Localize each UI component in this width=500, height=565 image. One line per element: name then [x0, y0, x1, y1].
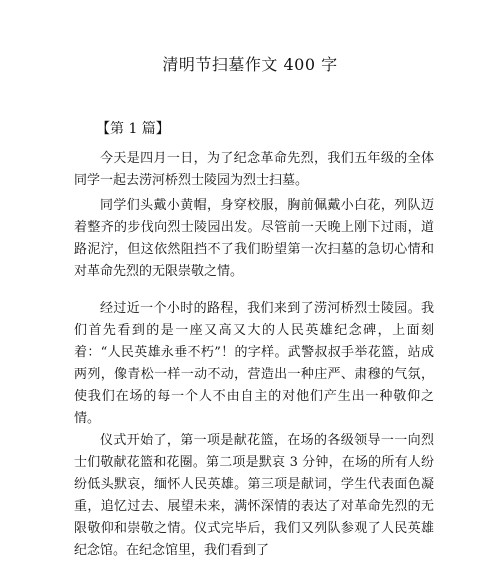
paragraph-3: 经过近一个小时的路程，我们来到了涝河桥烈士陵园。我们首先看到的是一座又高又大的人民英雄纪念碑，上面刻着：“人民英雄永垂不朽”！的字样。武警叔叔手举花篮，站成两列，像青松一样一动不动，营造出一种庄严、肃穆的气氛，使我们在场的每一个人不由自主的对他们产生出一种敬仰之情。 [74, 301, 434, 426]
document-title: 清明节扫墓作文 400 字 [162, 55, 338, 74]
section-heading: 【第 1 篇】 [96, 121, 170, 137]
paragraph-2: 同学们头戴小黄帽，身穿校服，胸前佩戴小白花，列队迈着整齐的步伐向烈士陵园出发。尽管前一天晚上刚下过雨，道路泥泞，但这依然阻挡不了我们盼望第一次扫墓的急切心情和对革命先烈的无限崇敬之情。 [74, 198, 434, 279]
paragraph-1: 今天是四月一日，为了纪念革命先烈，我们五年级的全体同学一起去涝河桥烈士陵园为烈士扫墓。 [74, 151, 434, 188]
paragraph-4: 仪式开始了，第一项是献花篮，在场的各级领导一一向烈士们敬献花篮和花圈。第二项是默哀 3 分钟，在场的所有人纷纷低头默哀，缅怀人民英雄。第三项是献词，学生代表面色凝重，追忆过去、展望未来，满怀深情的表达了对革命先烈的无限敬仰和崇敬之情。仪式完毕后，我们又列队参观了人民英雄纪念馆。在纪念馆里，我们看到了 [74, 433, 434, 558]
